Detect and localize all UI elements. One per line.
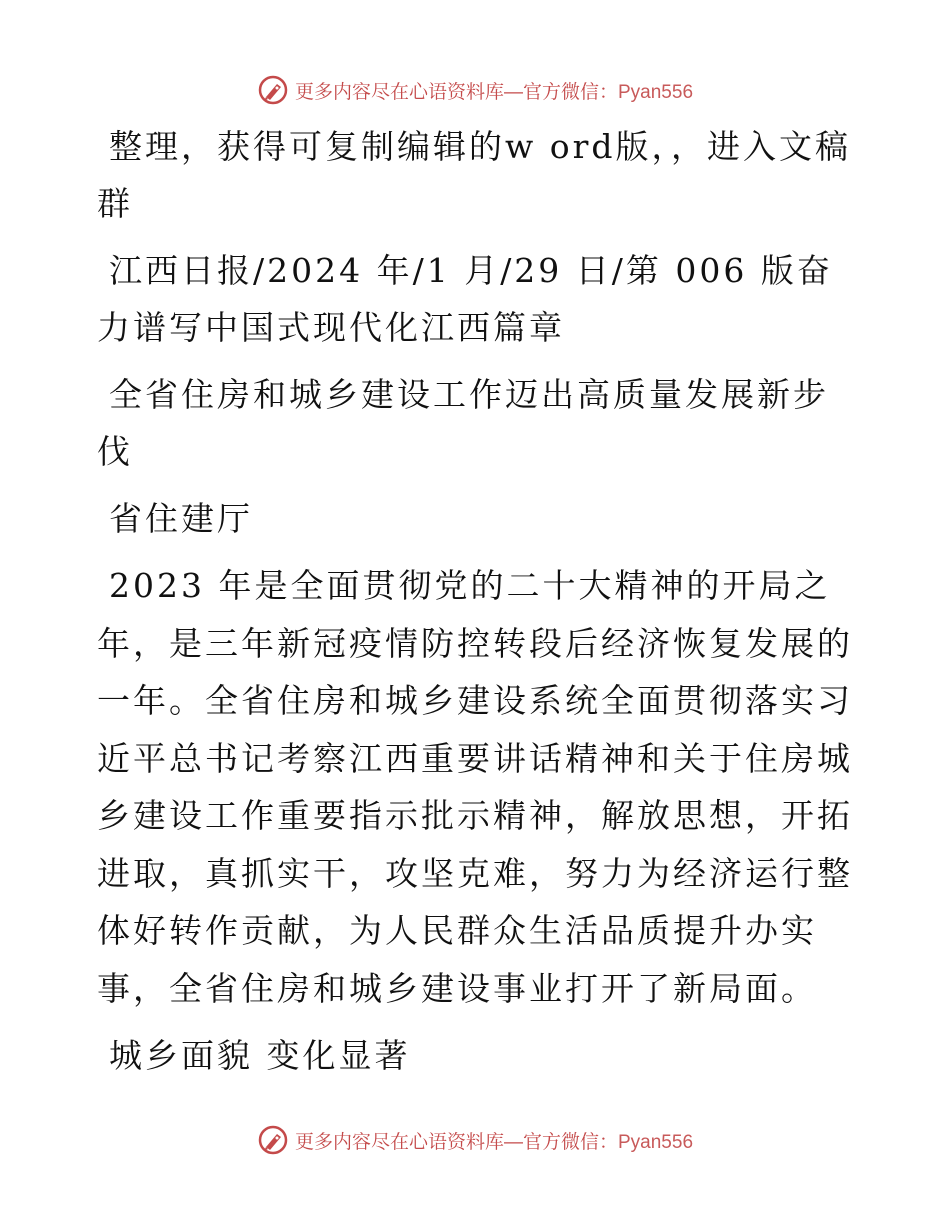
paragraph-author: 省住建厅	[109, 499, 253, 538]
paragraph-intro: 整理，获得可复制编辑的w ord版，，进入文稿群	[97, 127, 852, 223]
paragraph-subheading: 城乡面貌 变化显著	[109, 1036, 411, 1075]
watermark-contact-footer: Pyan556	[618, 1131, 694, 1153]
watermark-text: 更多内容尽在心语资料库—官方微信：Pyan556	[294, 81, 694, 103]
paragraph-source: 江西日报/2024 年/1 月/29 日/第 006 版奋力谱写中国式现代化江西篇章	[97, 251, 833, 347]
watermark-group	[257, 74, 693, 106]
header-watermark	[0, 70, 950, 110]
paragraph-body: 2023 年是全面贯彻党的二十大精神的开局之年，是三年新冠疫情防控转段后经济恢复发展的一年。全省住房和城乡建设系统全面贯彻落实习近平总书记考察江西重要讲话精神和关于住房城乡建设工作重要指示批示精神，解放思想，开拓进取，真抓实干，攻坚克难，努力为经济运行整体好转作贡献，为人民群众生活品质提升办实事，全省住房和城乡建设事业打开了新局面。	[97, 566, 853, 1008]
watermark-text-footer: 更多内容尽在心语资料库—官方微信：Pyan556	[294, 1131, 694, 1153]
footer-watermark	[0, 1120, 950, 1160]
pen-logo-icon	[257, 1124, 289, 1156]
pen-logo-icon	[257, 74, 289, 106]
paragraph-headline: 全省住房和城乡建设工作迈出高质量发展新步伐	[97, 375, 829, 471]
watermark-contact: Pyan556	[618, 81, 694, 103]
document-body	[97, 118, 857, 1094]
watermark-group-footer	[257, 1124, 693, 1156]
